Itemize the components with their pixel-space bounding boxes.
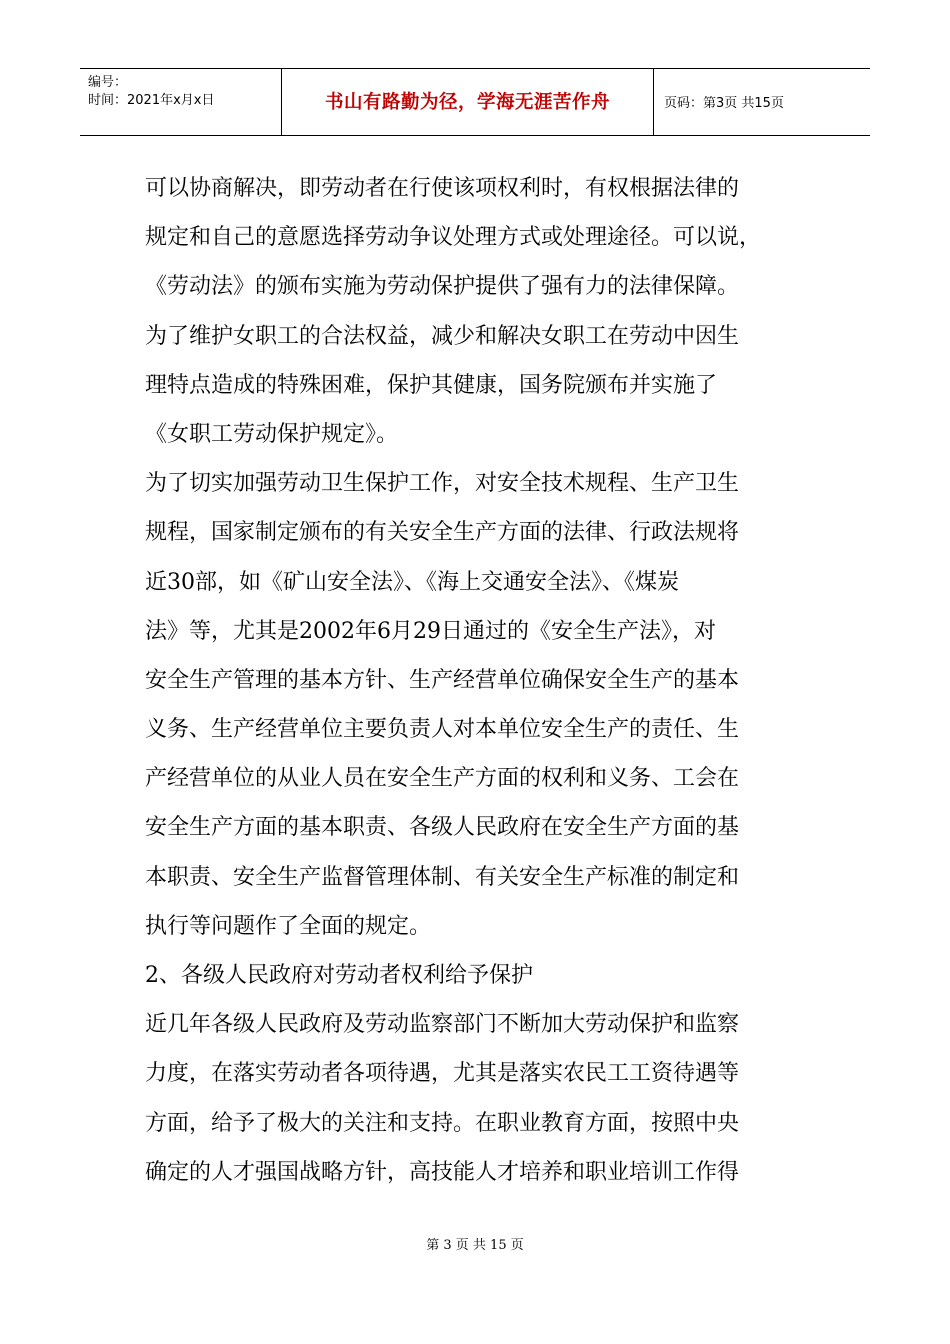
body-line: 确定的人才强国战略方针，高技能人才培养和职业培训工作得 [145,1159,740,1185]
body-line: 规定和自己的意愿选择劳动争议处理方式或处理途径。可以说， [145,225,762,251]
body-line: 为了维护女职工的合法权益，减少和解决女职工在劳动中因生 [145,323,740,349]
body-line: 安全生产方面的基本职责、各级人民政府在安全生产方面的基 [145,815,740,841]
body-line: 近几年各级人民政府及劳动监察部门不断加大劳动保护和监察 [145,1012,740,1038]
body-line: 《女职工劳动保护规定》。 [145,421,399,447]
section-heading: 2、各级人民政府对劳动者权利给予保护 [145,963,533,988]
body-line: 《劳动法》的颁布实施为劳动保护提供了强有力的法律保障。 [145,274,740,300]
body-line: 产经营单位的从业人员在安全生产方面的权利和义务、工会在 [145,766,740,792]
body-line: 义务、生产经营单位主要负责人对本单位安全生产的责任、生 [145,717,740,743]
document-body [145,164,811,1197]
body-line: 方面，给予了极大的关注和支持。在职业教育方面，按照中央 [145,1110,740,1136]
serial-number-label: 编号： [88,75,128,90]
body-line: 本职责、安全生产监督管理体制、有关安全生产标准的制定和 [145,864,740,890]
time-label: 时间：2021年x月x日 [88,93,215,108]
body-line: 安全生产管理的基本方针、生产经营单位确保安全生产的基本 [145,667,740,693]
page-footer: 第 3 页 共 15 页 [426,1238,524,1253]
header-page-info: 页码：第3页 共15页 [664,95,784,111]
body-line: 规程，国家制定颁布的有关安全生产方面的法律、行政法规将 [145,520,740,546]
body-line: 可以协商解决，即劳动者在行使该项权利时，有权根据法律的 [145,176,740,201]
body-line: 近30部，如《矿山安全法》、《海上交通安全法》、《煤炭 [145,569,679,595]
header-motto: 书山有路勤为径，学海无涯苦作舟 [282,69,654,135]
page-header [80,68,870,136]
body-line: 理特点造成的特殊困难，保护其健康，国务院颁布并实施了 [145,372,718,398]
body-line: 为了切实加强劳动卫生保护工作，对安全技术规程、生产卫生 [145,471,740,497]
body-line: 力度，在落实劳动者各项待遇，尤其是落实农民工工资待遇等 [145,1061,740,1087]
header-meta [80,69,282,135]
body-line: 法》等，尤其是2002年6月29日通过的《安全生产法》，对 [145,618,716,644]
body-line: 执行等问题作了全面的规定。 [145,913,432,939]
